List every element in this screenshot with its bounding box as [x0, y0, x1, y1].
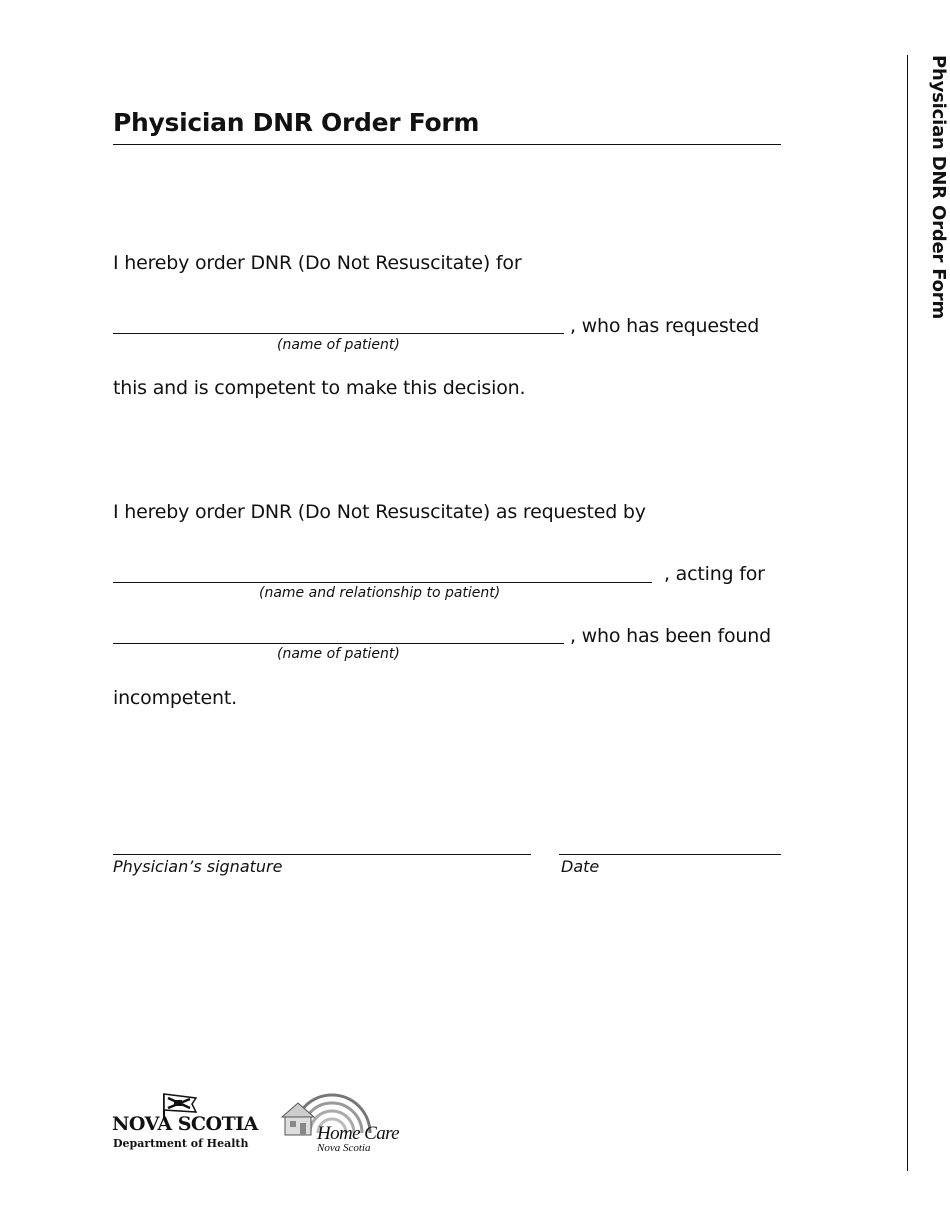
page-title: Physician DNR Order Form: [113, 108, 480, 137]
found-text: , who has been found: [570, 625, 771, 647]
patient-name-caption: (name of patient): [277, 337, 400, 353]
side-title: Physician DNR Order Form: [928, 55, 949, 320]
side-divider: [907, 55, 908, 1171]
patient-name-field[interactable]: [113, 333, 564, 334]
incompetent-order-text: I hereby order DNR (Do Not Resuscitate) as requested by: [113, 501, 646, 523]
physician-signature-field[interactable]: [113, 854, 531, 855]
physician-signature-label: Physician’s signature: [113, 857, 283, 876]
department-label: Department of Health: [113, 1137, 249, 1150]
competent-decision-text: this and is competent to make this decision.: [113, 377, 526, 399]
date-label: Date: [561, 857, 600, 876]
title-divider: [113, 144, 781, 145]
requester-name-caption: (name and relationship to patient): [259, 585, 501, 601]
home-care-subtitle: Nova Scotia: [317, 1142, 371, 1154]
home-care-wordmark: Home Care: [317, 1123, 400, 1144]
incompetent-patient-caption: (name of patient): [277, 646, 400, 662]
acting-for-text: , acting for: [664, 563, 765, 585]
date-field[interactable]: [559, 854, 781, 855]
competent-order-text: I hereby order DNR (Do Not Resuscitate) for: [113, 252, 522, 274]
incompetent-patient-name-field[interactable]: [113, 643, 564, 644]
requester-name-field[interactable]: [113, 582, 652, 583]
competent-suffix-text: , who has requested: [570, 315, 760, 337]
nova-scotia-wordmark: NOVA SCOTIA: [112, 1113, 258, 1135]
incompetent-text: incompetent.: [113, 687, 237, 709]
